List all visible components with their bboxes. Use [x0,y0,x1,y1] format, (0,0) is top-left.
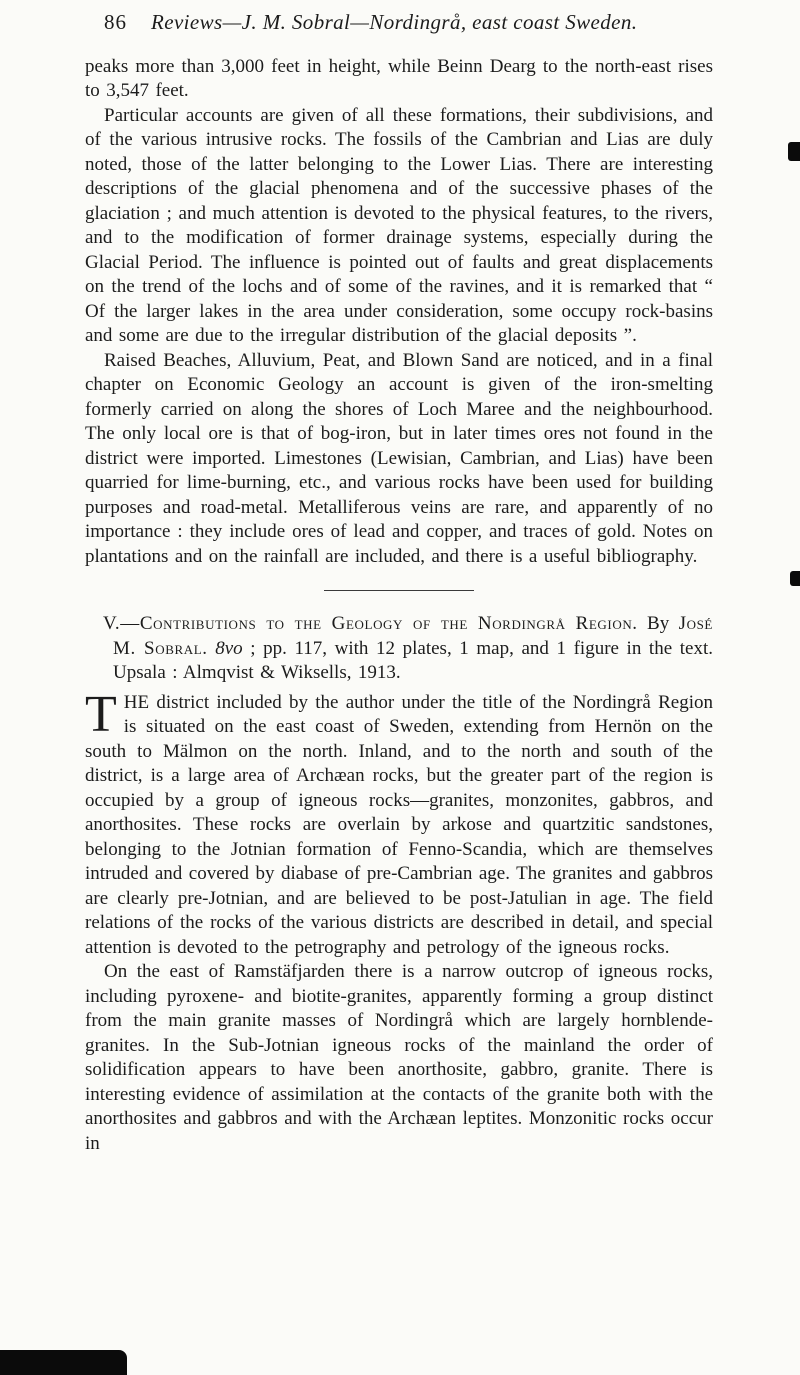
paragraph-district-description [85,685,713,961]
review-heading [85,612,713,686]
paragraph-district-text: HE district included by the author under the title of the Nordingrå Region is situated on the east coast of Sweden, extending from Hernön on the south to Mälmon on the north. Inland, and to the north and south of the district, is a large area of Archæan rocks, but the greater part of the region is occupied by a group of igneous rocks—granites, monzonites, gabbros, and anorthosites. These rocks are overlain by arkose and quartzitic sandstones, belonging to the Jotnian formation of Fenno-Scandia, which are themselves intruded and covered by diabase of pre-Cambrian age. The granites and gabbros are clearly pre-Jotnian, and are believed to be post-Jatulian in age. The field relations of the rocks of the various districts are described in detail, and special attention is devoted to the petrography and petrology of the igneous rocks. [85,691,713,958]
review-title: V.—Contributions to the Geology of the Nordingrå Region. [103,613,638,634]
paragraph-formations: Particular accounts are given of all these formations, their subdivisions, and of the various intrusive rocks. The fossils of the Cambrian and Lias are duly noted, those of the latter belonging to the Lower Lias. There are interesting descriptions of the glacial phenomena and of the successive phases of the glaciation ; and much attention is devoted to the physical features, to the rivers, and to the modification of former drainage systems, especially during the Glacial Period. The influence is pointed out of faults and great displacements on the trend of the lochs and of some of the ravines, and it is remarked that “ Of the larger lakes in the area under consideration, some occupy rock-basins and some are due to the irregular distribution of the glacial deposits ”. [85,104,713,346]
scan-artifact [790,571,800,586]
page-number: 86 [104,10,127,34]
running-head [104,0,714,35]
review-author: José M. Sobral. [113,613,713,659]
running-title: Reviews—J. M. Sobral—Nordingrå, east coast Sweden. [151,10,638,34]
drop-cap: T [85,685,117,743]
book-format: 8vo [215,637,243,659]
paragraph-review-continuation: peaks more than 3,000 feet in height, while Beinn Dearg to the north-east rises to 3,547 feet. [85,55,713,101]
paragraph-ramstafjarden: On the east of Ramstäfjarden there is a narrow outcrop of igneous rocks, including pyroxene- and biotite-granites, apparently forming a group distinct from the main granite masses of Nordingrå which are largely hornblende-granites. In the Sub-Jotnian igneous rocks of the mainland the order of solidification appears to have been anorthosite, gabbro, granite. There is interesting evidence of assimilation at the contacts of the granite both with the anorthosites and gabbros and with the Archæan leptites. Monzonitic rocks occur in [85,961,713,1154]
imprint: ; pp. 117, with 12 plates, 1 map, and 1 figure in the text. Upsala : Almqvist & Wiksells, 1913. [113,637,713,683]
scan-artifact [0,1350,127,1375]
scan-artifact [788,142,800,161]
text-block [85,55,713,1157]
byline-by: By [647,613,670,634]
section-divider [324,590,474,591]
paragraph-economic-geology: Raised Beaches, Alluvium, Peat, and Blown Sand are noticed, and in a final chapter on Economic Geology an account is given of the iron-smelting formerly carried on along the shores of Loch Maree and the neighbourhood. The only local ore is that of bog-iron, but in later times ores not found in the district were imported. Limestones (Lewisian, Cambrian, and Lias) have been quarried for lime-burning, etc., and various rocks have been used for building purposes and road-metal. Metalliferous veins are rare, and apparently of no importance : they include ores of lead and copper, and traces of gold. Notes on plantations and on the rainfall are included, and there is a useful bibliography. [85,349,713,567]
